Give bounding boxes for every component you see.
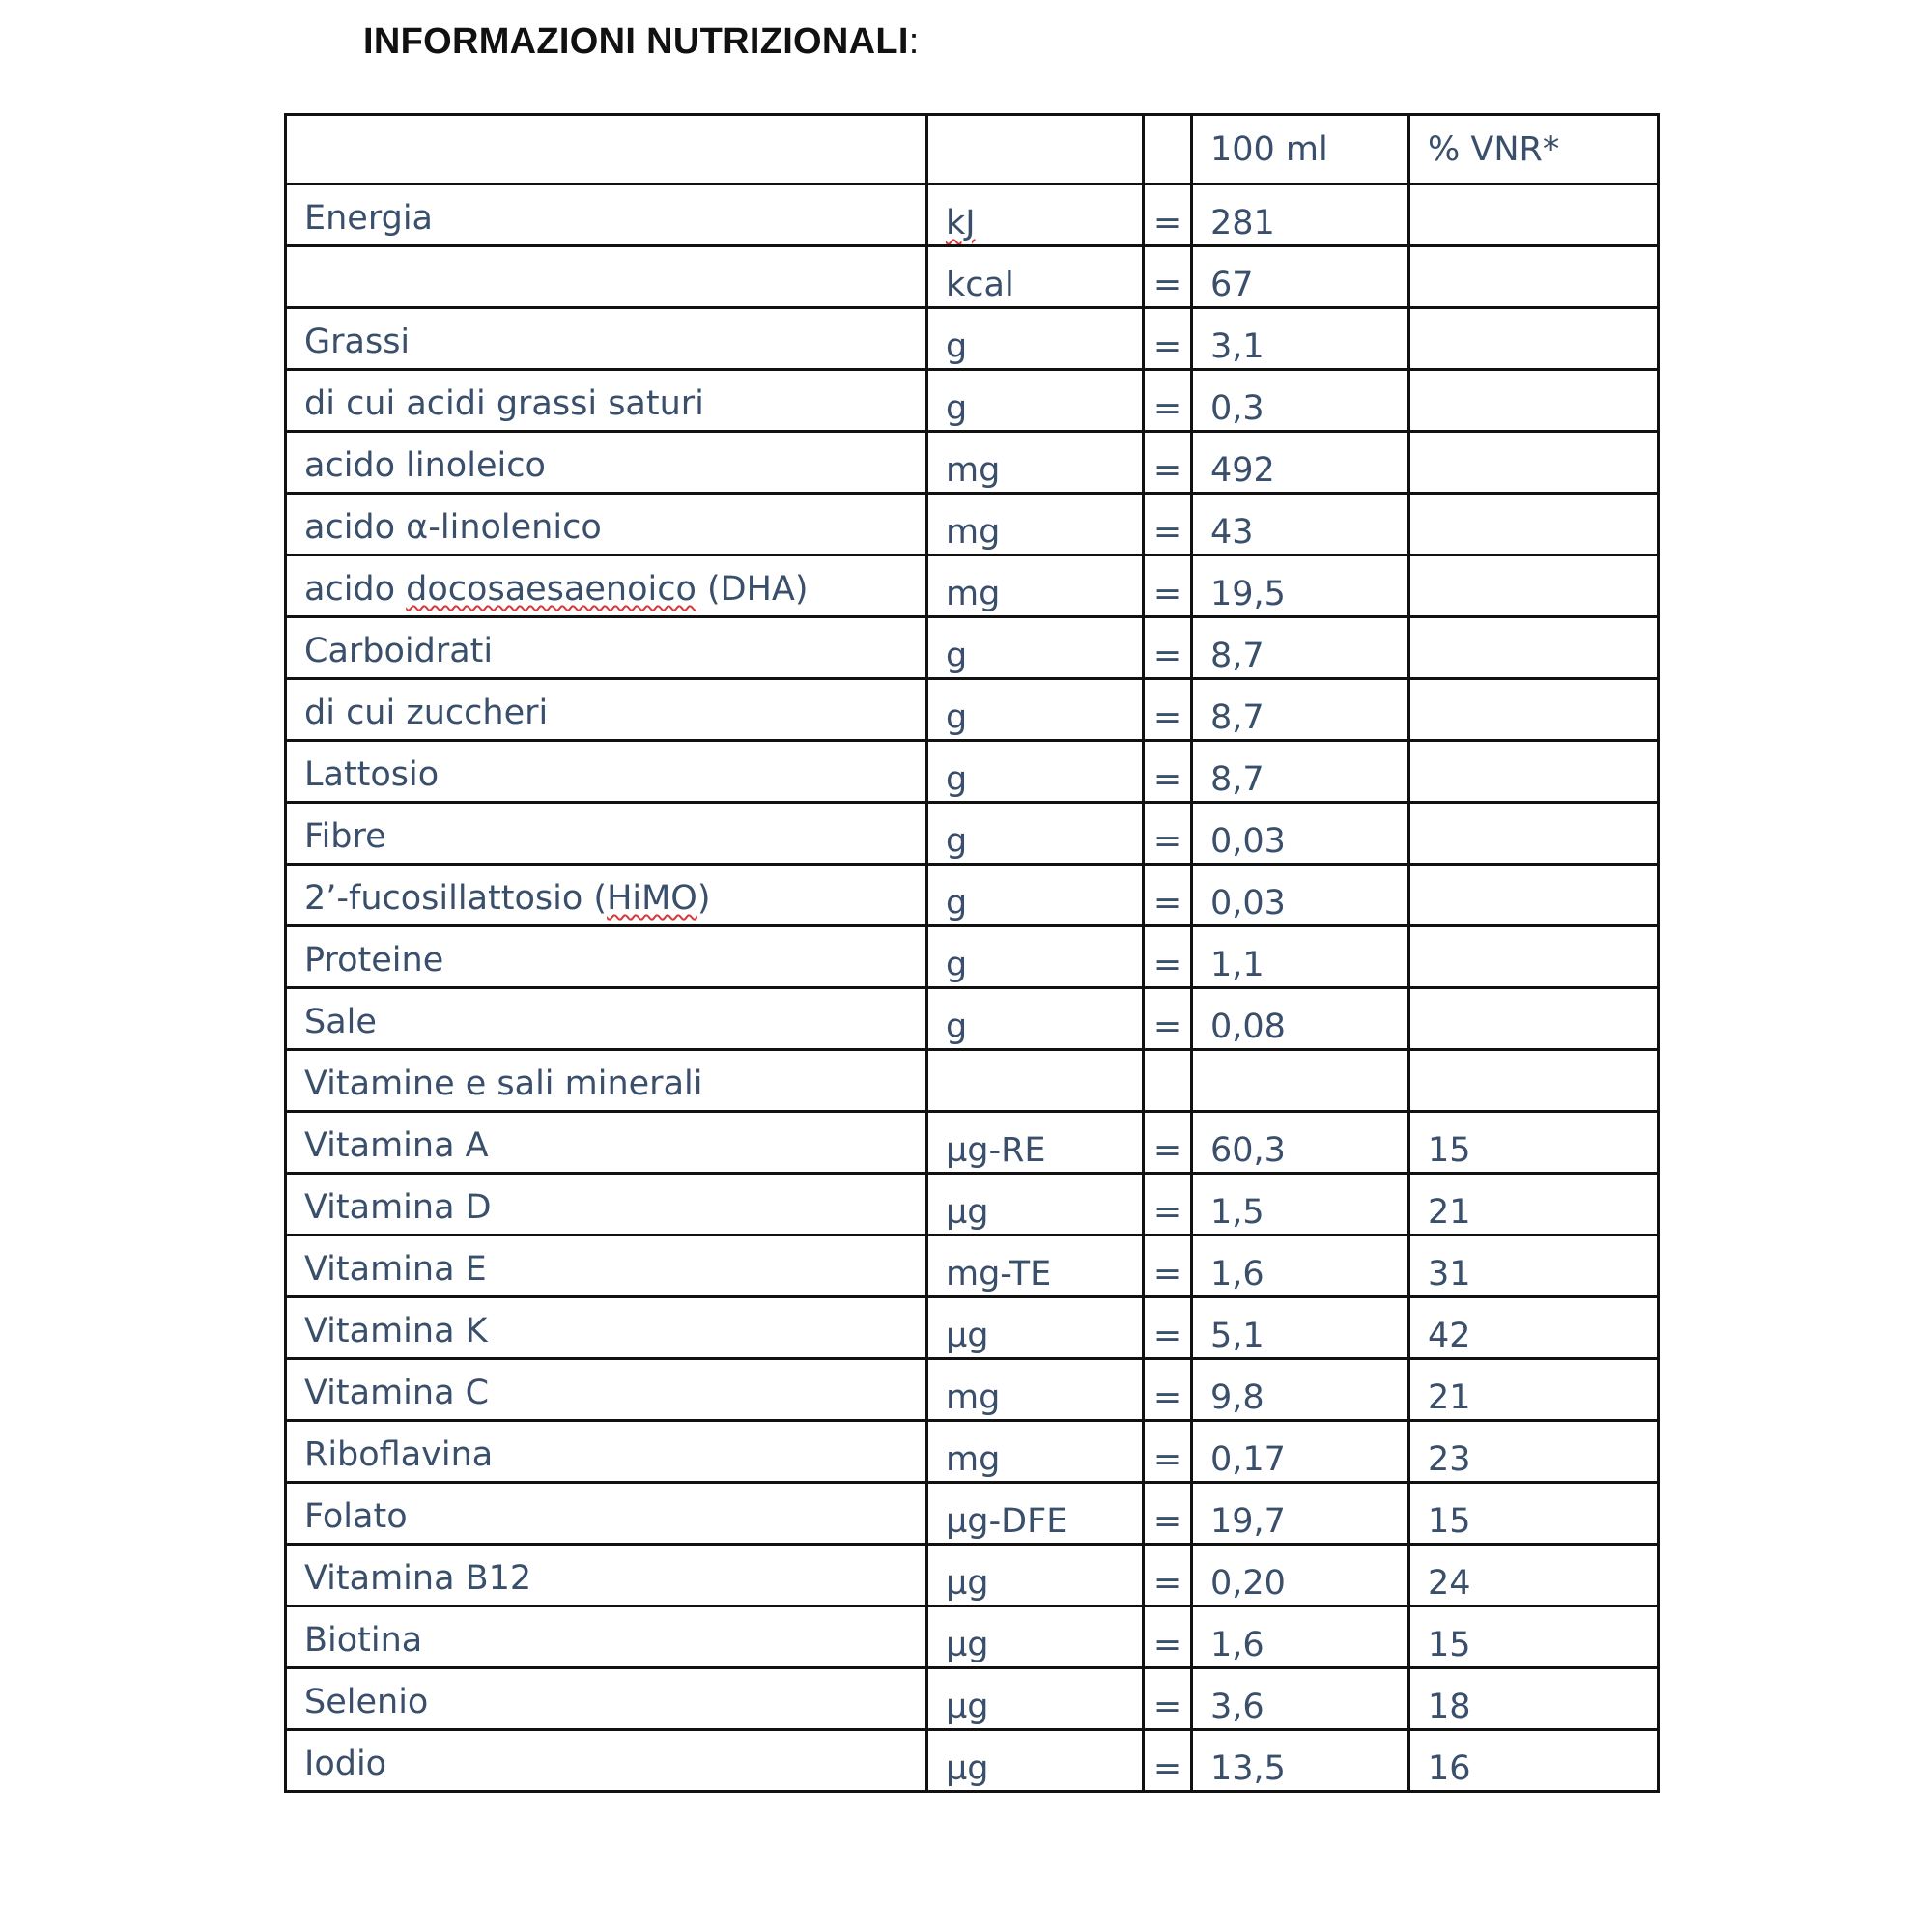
nutrient-name: Iodio bbox=[286, 1730, 927, 1792]
unit-cell: g bbox=[927, 370, 1144, 432]
unit-cell: g bbox=[927, 679, 1144, 741]
nutrient-name: Vitamina A bbox=[286, 1112, 927, 1174]
unit-cell: mg bbox=[927, 1421, 1144, 1483]
value-per-100ml: 9,8 bbox=[1192, 1359, 1409, 1421]
value-per-100ml: 0,3 bbox=[1192, 370, 1409, 432]
value-per-100ml: 19,5 bbox=[1192, 555, 1409, 617]
equals-cell: = bbox=[1144, 1668, 1192, 1730]
equals-cell: = bbox=[1144, 865, 1192, 926]
unit-cell: g bbox=[927, 926, 1144, 988]
table-row bbox=[286, 1297, 1659, 1359]
equals-cell: = bbox=[1144, 1297, 1192, 1359]
equals-cell: = bbox=[1144, 1236, 1192, 1297]
value-per-100ml: 1,6 bbox=[1192, 1236, 1409, 1297]
nutrient-name: Biotina bbox=[286, 1606, 927, 1668]
equals-cell: = bbox=[1144, 185, 1192, 246]
nutrient-name: Vitamina E bbox=[286, 1236, 927, 1297]
nutrient-name: Vitamine e sali minerali bbox=[286, 1050, 927, 1112]
nutrient-name: di cui zuccheri bbox=[286, 679, 927, 741]
table-row bbox=[286, 741, 1659, 803]
unit-cell: µg bbox=[927, 1297, 1144, 1359]
equals-cell: = bbox=[1144, 1730, 1192, 1792]
equals-cell: = bbox=[1144, 1545, 1192, 1606]
value-per-100ml: 8,7 bbox=[1192, 741, 1409, 803]
vnr-percent bbox=[1409, 432, 1659, 494]
vnr-percent bbox=[1409, 1050, 1659, 1112]
header-per-100ml: 100 ml bbox=[1192, 115, 1409, 185]
table-row bbox=[286, 1483, 1659, 1545]
table-row bbox=[286, 1545, 1659, 1606]
unit-cell: µg bbox=[927, 1606, 1144, 1668]
vnr-percent: 15 bbox=[1409, 1112, 1659, 1174]
equals-cell: = bbox=[1144, 679, 1192, 741]
equals-cell: = bbox=[1144, 308, 1192, 370]
unit-cell: µg-RE bbox=[927, 1112, 1144, 1174]
vnr-percent bbox=[1409, 617, 1659, 679]
equals-cell: = bbox=[1144, 494, 1192, 555]
vnr-percent: 21 bbox=[1409, 1174, 1659, 1236]
table-row bbox=[286, 1050, 1659, 1112]
nutrient-name: acido docosaesaenoico (DHA) bbox=[286, 555, 927, 617]
equals-cell: = bbox=[1144, 555, 1192, 617]
vnr-percent: 21 bbox=[1409, 1359, 1659, 1421]
value-per-100ml: 0,08 bbox=[1192, 988, 1409, 1050]
nutrient-name: Lattosio bbox=[286, 741, 927, 803]
value-per-100ml: 43 bbox=[1192, 494, 1409, 555]
vnr-percent: 18 bbox=[1409, 1668, 1659, 1730]
unit-cell: µg bbox=[927, 1174, 1144, 1236]
vnr-percent bbox=[1409, 555, 1659, 617]
vnr-percent bbox=[1409, 494, 1659, 555]
equals-cell: = bbox=[1144, 432, 1192, 494]
value-per-100ml: 5,1 bbox=[1192, 1297, 1409, 1359]
vnr-percent bbox=[1409, 370, 1659, 432]
header-unit-cell bbox=[927, 115, 1144, 185]
vnr-percent: 15 bbox=[1409, 1606, 1659, 1668]
table-row bbox=[286, 1421, 1659, 1483]
unit-cell: mg bbox=[927, 555, 1144, 617]
table-row bbox=[286, 679, 1659, 741]
unit-cell: mg bbox=[927, 494, 1144, 555]
value-per-100ml: 3,6 bbox=[1192, 1668, 1409, 1730]
equals-cell: = bbox=[1144, 617, 1192, 679]
equals-cell: = bbox=[1144, 246, 1192, 308]
vnr-percent: 24 bbox=[1409, 1545, 1659, 1606]
value-per-100ml: 281 bbox=[1192, 185, 1409, 246]
nutrient-name: Riboflavina bbox=[286, 1421, 927, 1483]
nutrient-name: Vitamina K bbox=[286, 1297, 927, 1359]
nutrient-name: 2’-fucosillattosio (HiMO) bbox=[286, 865, 927, 926]
unit-cell: g bbox=[927, 865, 1144, 926]
unit-cell bbox=[927, 185, 1144, 246]
nutrient-name: Energia bbox=[286, 185, 927, 246]
value-per-100ml bbox=[1192, 1050, 1409, 1112]
value-per-100ml: 60,3 bbox=[1192, 1112, 1409, 1174]
equals-cell: = bbox=[1144, 1359, 1192, 1421]
unit-cell: µg bbox=[927, 1730, 1144, 1792]
table-row bbox=[286, 370, 1659, 432]
vnr-percent bbox=[1409, 926, 1659, 988]
table-row bbox=[286, 1236, 1659, 1297]
nutrient-name: Selenio bbox=[286, 1668, 927, 1730]
equals-cell: = bbox=[1144, 1112, 1192, 1174]
unit-cell: mg-TE bbox=[927, 1236, 1144, 1297]
value-per-100ml: 67 bbox=[1192, 246, 1409, 308]
nutrient-name: Vitamina B12 bbox=[286, 1545, 927, 1606]
unit-cell: g bbox=[927, 741, 1144, 803]
unit-cell: g bbox=[927, 308, 1144, 370]
table-row bbox=[286, 803, 1659, 865]
equals-cell: = bbox=[1144, 1174, 1192, 1236]
nutrient-name: Carboidrati bbox=[286, 617, 927, 679]
nutrient-name: Vitamina C bbox=[286, 1359, 927, 1421]
spellcheck-underline: HiMO bbox=[607, 879, 697, 918]
table-row bbox=[286, 185, 1659, 246]
unit-cell: g bbox=[927, 617, 1144, 679]
nutrition-table bbox=[284, 113, 1660, 1793]
vnr-percent: 23 bbox=[1409, 1421, 1659, 1483]
equals-cell: = bbox=[1144, 1483, 1192, 1545]
value-per-100ml: 1,5 bbox=[1192, 1174, 1409, 1236]
unit-cell: µg bbox=[927, 1668, 1144, 1730]
vnr-percent bbox=[1409, 308, 1659, 370]
value-per-100ml: 13,5 bbox=[1192, 1730, 1409, 1792]
table-row bbox=[286, 1359, 1659, 1421]
table-row bbox=[286, 617, 1659, 679]
header-vnr-percent: % VNR* bbox=[1409, 115, 1659, 185]
table-row bbox=[286, 555, 1659, 617]
equals-cell: = bbox=[1144, 370, 1192, 432]
nutrient-name: acido α-linolenico bbox=[286, 494, 927, 555]
nutrient-name: Vitamina D bbox=[286, 1174, 927, 1236]
value-per-100ml: 1,1 bbox=[1192, 926, 1409, 988]
nutrient-name: acido linoleico bbox=[286, 432, 927, 494]
value-per-100ml: 0,20 bbox=[1192, 1545, 1409, 1606]
nutrient-name: di cui acidi grassi saturi bbox=[286, 370, 927, 432]
nutrient-name: Sale bbox=[286, 988, 927, 1050]
header-name-cell bbox=[286, 115, 927, 185]
table-row bbox=[286, 432, 1659, 494]
value-per-100ml: 0,03 bbox=[1192, 803, 1409, 865]
value-per-100ml: 8,7 bbox=[1192, 617, 1409, 679]
unit-cell: g bbox=[927, 988, 1144, 1050]
vnr-percent: 42 bbox=[1409, 1297, 1659, 1359]
unit-cell: kcal bbox=[927, 246, 1144, 308]
document-title-text: INFORMAZIONI NUTRIZIONALI bbox=[363, 21, 909, 62]
equals-cell: = bbox=[1144, 988, 1192, 1050]
table-row bbox=[286, 865, 1659, 926]
table-row bbox=[286, 308, 1659, 370]
spellcheck-underline: kJ bbox=[946, 204, 976, 242]
unit-cell: mg bbox=[927, 1359, 1144, 1421]
equals-cell: = bbox=[1144, 741, 1192, 803]
vnr-percent bbox=[1409, 679, 1659, 741]
table-row bbox=[286, 1606, 1659, 1668]
document-title bbox=[363, 21, 920, 63]
vnr-percent bbox=[1409, 246, 1659, 308]
unit-cell bbox=[927, 1050, 1144, 1112]
equals-cell: = bbox=[1144, 803, 1192, 865]
nutrient-name bbox=[286, 246, 927, 308]
nutrient-name: Proteine bbox=[286, 926, 927, 988]
value-per-100ml: 8,7 bbox=[1192, 679, 1409, 741]
unit-cell: g bbox=[927, 803, 1144, 865]
value-per-100ml: 0,03 bbox=[1192, 865, 1409, 926]
table-row bbox=[286, 1174, 1659, 1236]
nutrient-name: Folato bbox=[286, 1483, 927, 1545]
vnr-percent: 31 bbox=[1409, 1236, 1659, 1297]
table-row bbox=[286, 1730, 1659, 1792]
table-row bbox=[286, 246, 1659, 308]
value-per-100ml: 0,17 bbox=[1192, 1421, 1409, 1483]
unit-cell: mg bbox=[927, 432, 1144, 494]
equals-cell: = bbox=[1144, 1606, 1192, 1668]
vnr-percent bbox=[1409, 865, 1659, 926]
table-row bbox=[286, 1112, 1659, 1174]
vnr-percent: 15 bbox=[1409, 1483, 1659, 1545]
vnr-percent: 16 bbox=[1409, 1730, 1659, 1792]
unit-cell: µg bbox=[927, 1545, 1144, 1606]
unit-cell: µg-DFE bbox=[927, 1483, 1144, 1545]
equals-cell: = bbox=[1144, 1421, 1192, 1483]
vnr-percent bbox=[1409, 803, 1659, 865]
vnr-percent bbox=[1409, 988, 1659, 1050]
equals-cell bbox=[1144, 1050, 1192, 1112]
vnr-percent bbox=[1409, 741, 1659, 803]
table-row bbox=[286, 494, 1659, 555]
spellcheck-underline: docosaesaenoico bbox=[406, 570, 696, 609]
header-row bbox=[286, 115, 1659, 185]
vnr-percent bbox=[1409, 185, 1659, 246]
nutrient-name: Fibre bbox=[286, 803, 927, 865]
table-row bbox=[286, 988, 1659, 1050]
table-row bbox=[286, 926, 1659, 988]
table-row bbox=[286, 1668, 1659, 1730]
nutrition-table-body bbox=[286, 115, 1659, 1792]
nutrient-name: Grassi bbox=[286, 308, 927, 370]
document-title-colon: : bbox=[908, 21, 920, 62]
value-per-100ml: 1,6 bbox=[1192, 1606, 1409, 1668]
value-per-100ml: 19,7 bbox=[1192, 1483, 1409, 1545]
header-eq-cell bbox=[1144, 115, 1192, 185]
equals-cell: = bbox=[1144, 926, 1192, 988]
value-per-100ml: 492 bbox=[1192, 432, 1409, 494]
value-per-100ml: 3,1 bbox=[1192, 308, 1409, 370]
